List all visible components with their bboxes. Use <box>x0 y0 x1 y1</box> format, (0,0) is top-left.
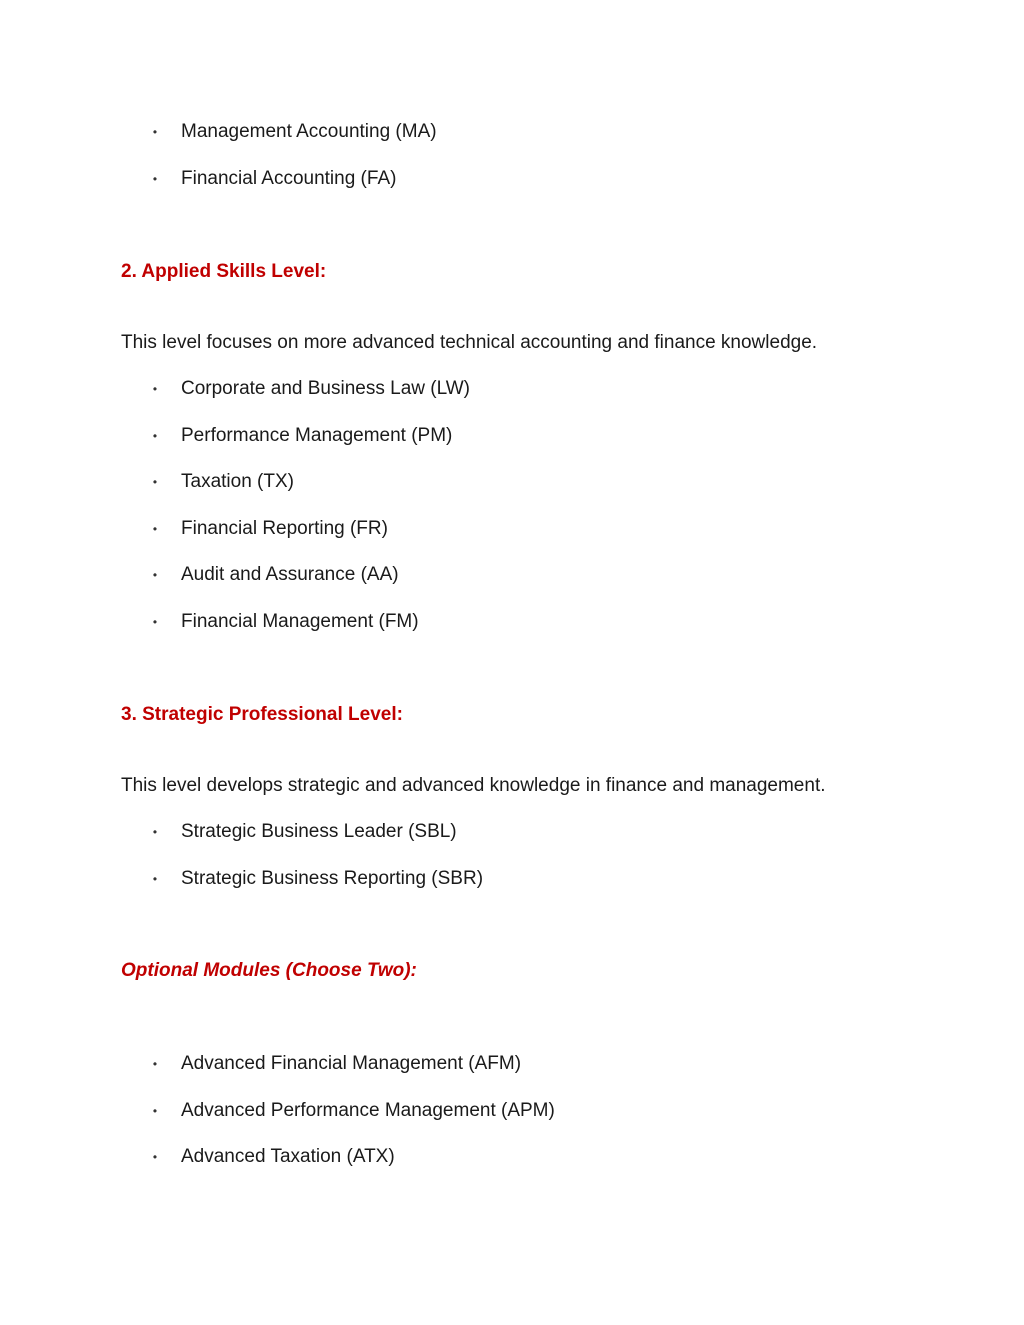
list-item-label: Financial Accounting (FA) <box>181 168 397 189</box>
bullet-icon: • <box>152 872 158 886</box>
list-item <box>121 607 981 637</box>
bullet-icon: • <box>152 522 158 536</box>
bullet-icon: • <box>152 382 158 396</box>
bullet-icon: • <box>152 429 158 443</box>
list-item-label: Strategic Business Leader (SBL) <box>181 821 457 842</box>
list-item <box>121 467 981 497</box>
list-item-label: Performance Management (PM) <box>181 425 453 446</box>
list-item-label: Financial Reporting (FR) <box>181 518 388 539</box>
bullet-icon: • <box>152 615 158 629</box>
list-item <box>121 560 981 590</box>
bullet-icon: • <box>152 1150 158 1164</box>
list-item-label: Advanced Taxation (ATX) <box>181 1146 395 1167</box>
section-intro-applied: This level focuses on more advanced technical accounting and finance knowledge. <box>121 332 818 353</box>
section-heading-optional: Optional Modules (Choose Two): <box>121 960 417 981</box>
list-item <box>121 817 981 847</box>
list-item <box>121 421 981 451</box>
list-item-label: Corporate and Business Law (LW) <box>181 378 470 399</box>
bullet-icon: • <box>152 1057 158 1071</box>
list-item-label: Taxation (TX) <box>181 471 294 492</box>
section-heading-strategic: 3. Strategic Professional Level: <box>121 704 403 725</box>
list-item-label: Management Accounting (MA) <box>181 121 437 142</box>
list-item <box>121 374 981 404</box>
list-item-label: Advanced Financial Management (AFM) <box>181 1053 522 1074</box>
bullet-icon: • <box>152 825 158 839</box>
list-item <box>121 164 981 194</box>
list-item <box>121 1142 981 1172</box>
bullet-icon: • <box>152 172 158 186</box>
bullet-icon: • <box>152 1104 158 1118</box>
list-item <box>121 514 981 544</box>
list-item-label: Audit and Assurance (AA) <box>181 564 399 585</box>
bullet-icon: • <box>152 475 158 489</box>
bullet-icon: • <box>152 568 158 582</box>
section-heading-applied: 2. Applied Skills Level: <box>121 261 327 282</box>
list-item <box>121 864 981 894</box>
section-intro-strategic: This level develops strategic and advanced knowledge in finance and management. <box>121 775 826 796</box>
list-item-label: Financial Management (FM) <box>181 611 419 632</box>
list-item-label: Strategic Business Reporting (SBR) <box>181 868 484 889</box>
list-item <box>121 117 981 147</box>
list-item-label: Advanced Performance Management (APM) <box>181 1100 555 1121</box>
bullet-icon: • <box>152 125 158 139</box>
list-item <box>121 1096 981 1126</box>
list-item <box>121 1049 981 1079</box>
